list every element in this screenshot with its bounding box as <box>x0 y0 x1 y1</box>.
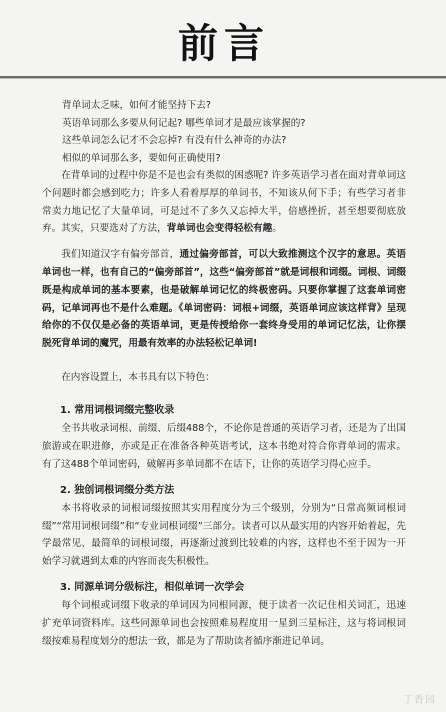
text-run-bold: 。英语单词也一样，也有自己的“偏旁部首”，这些“偏旁部首”就是词根和词缀。词根、词缀既是构成单词的基本要素，也是破解单词记忆的终极密码。只要你掌握了这套单词密码，记单词再也不是什么难题。《单词密码：词根+词缀，英语单词应该这样背》呈现给你的不仅仅是必备的英语单词，更是传授给你一套终身受用的单词记忆法，让你摆脱死背单词的魔咒，用最有效率的办法轻松记单词! <box>42 249 406 350</box>
section-heading: 1. 常用词根词缀完整收录 <box>60 405 175 417</box>
text-run: 全书共收录词根、前缀、后缀488个，不论你是普通的英语学习者，还是为了出国旅游或在职进修，亦或是正在准备各种英语考试，这本书绝对符合你背单词的需求。有了这488个单词密码，破解再多单词都不在话下，让你的英语学习得心应手。 <box>42 423 406 471</box>
section-heading: 2. 独创词根词缀分类方法 <box>60 484 175 496</box>
question-item: 英语单词那么多要从何记起? 哪些单词才是最应该掌握的? <box>62 117 306 129</box>
question-list <box>42 97 406 167</box>
paragraph-1 <box>42 167 406 238</box>
text-run: 本书将收录的词根词缀按照其实用程度分为三个级别，分别为“日常高频词根词缀”“常用词根词缀”和“专业词根词缀”三部分。读者可以从最实用的内容开始着起，先学最常见、最简单的词根词缀，再逐渐过渡到比较难的内容，这样也不至于因为一开始学习就遇到太难的内容而丧失积极性。 <box>42 502 406 568</box>
question-item: 相似的单词那么多，要如何正确使用? <box>62 152 221 164</box>
section-body <box>42 500 406 571</box>
text-run: 在背单词的过程中你是不是也会有类似的困惑呢? 许多英语学习者在面对背单词这个问题时都会感到吃力；许多人看着厚厚的单词书，不知该从何下手；有些学习者非常卖力地记忆了大量单词，可是过不了多久又忘掉大半，倍感挫折，甚至想要彻底放弃。其实，只要选对了方法， <box>42 170 406 235</box>
text-run-bold: 通过偏旁部首，可以大致推测这个汉字的意思 <box>179 249 377 261</box>
page-title: 前言 <box>178 20 270 67</box>
text-run: 。 <box>272 223 282 235</box>
text-run: 每个词根或词缀下收录的单词因为同根同源，便于读者一次记住相关词汇，迅速扩充单词资料库。这些同源单词也会按照难易程度用一星到三星标注，这与将词根词缀按难易程度划分的想法一致，都是为了帮助读者循序渐进记单词。 <box>42 600 406 647</box>
title-divider <box>0 76 446 79</box>
watermark: 丁香园 <box>403 695 436 706</box>
text-run: 我们知道汉字有偏旁部首， <box>61 249 180 261</box>
section-heading: 3. 同源单词分级标注，相似单词一次学会 <box>60 582 245 594</box>
paragraph-2 <box>42 246 406 353</box>
question-item: 这些单词怎么记才不会忘掉? 有没有什么神奇的办法? <box>62 135 287 146</box>
section-body <box>42 420 406 473</box>
section-body <box>42 597 406 650</box>
text-run-bold: 背单词也会变得轻松有趣 <box>166 223 273 235</box>
features-intro: 在内容设置上，本书具有以下特色： <box>61 371 215 383</box>
question-item: 背单词太乏味，如何才能坚持下去? <box>62 100 211 111</box>
